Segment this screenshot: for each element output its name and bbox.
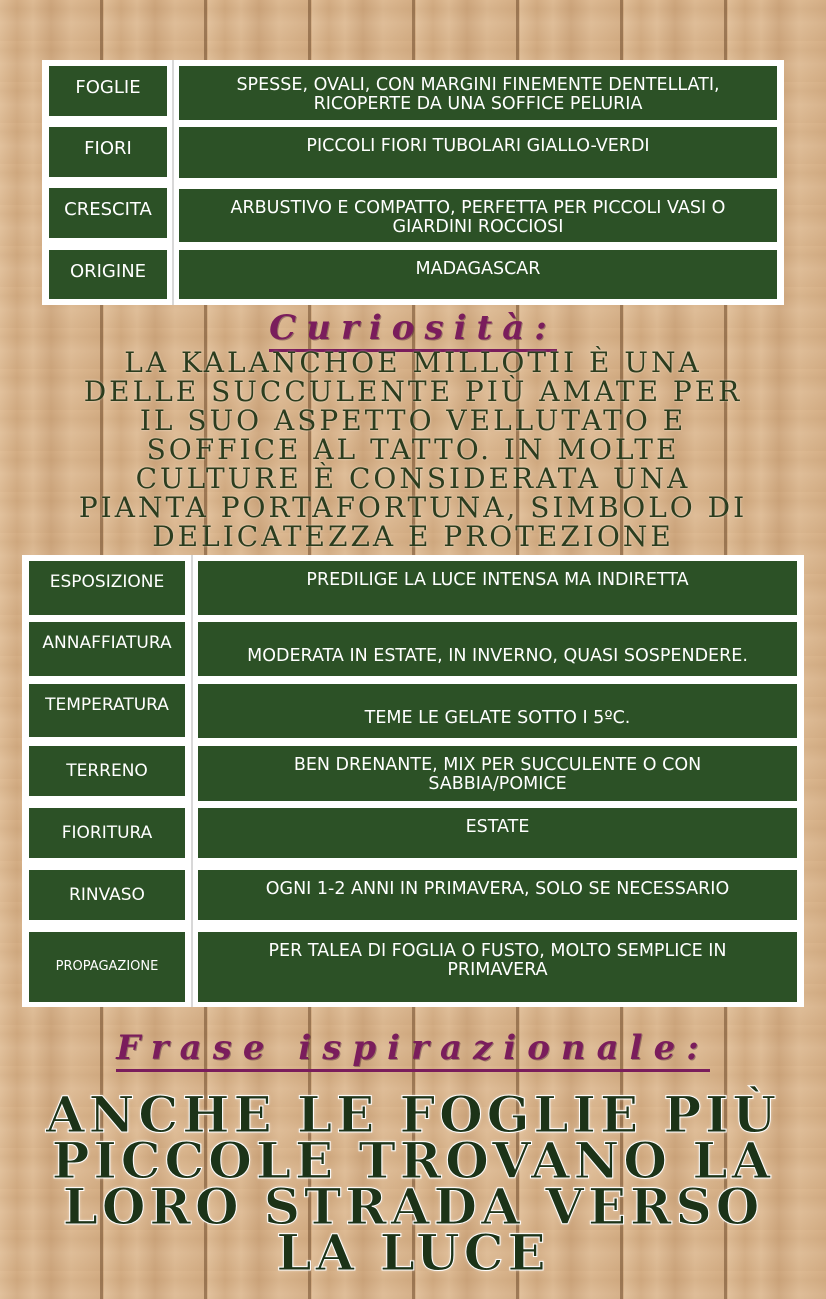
plant-info-table xyxy=(42,60,784,305)
label-fiori: FIORI xyxy=(49,127,167,177)
label-origine: ORIGINE xyxy=(49,250,167,299)
curiosita-heading-text: Curiosità: xyxy=(269,308,557,352)
label-temperatura: TEMPERATURA xyxy=(29,684,185,737)
label-annaffiatura: ANNAFFIATURA xyxy=(29,622,185,676)
value-esposizione: PREDILIGE LA LUCE INTENSA MA INDIRETTA xyxy=(198,561,797,615)
value-temperatura: TEME LE GELATE SOTTO I 5ºC. xyxy=(198,684,797,738)
value-rinvaso: OGNI 1-2 ANNI IN PRIMAVERA, SOLO SE NECESSARIO xyxy=(198,870,797,920)
label-crescita: CRESCITA xyxy=(49,188,167,238)
label-propagazione: PROPAGAZIONE xyxy=(29,932,185,1002)
label-fioritura: FIORITURA xyxy=(29,808,185,858)
curiosita-text: LA KALANCHOE MILLOTII È UNA DELLE SUCCULENTE PIÙ AMATE PER IL SUO ASPETTO VELLUTATO E SOFFICE AL TATTO. IN MOLTE CULTURE È CONSIDERATA UNA PIANTA PORTAFORTUNA, SIMBOLO DI DELICATEZZA E PROTEZIONE xyxy=(78,346,748,553)
inspiration-heading xyxy=(0,1028,826,1068)
value-foglie: SPESSE, OVALI, CON MARGINI FINEMENTE DENTELLATI, RICOPERTE DA UNA SOFFICE PELURIA xyxy=(179,66,777,120)
curiosita-heading xyxy=(0,308,826,348)
label-rinvaso: RINVASO xyxy=(29,870,185,920)
label-esposizione: ESPOSIZIONE xyxy=(29,561,185,615)
value-annaffiatura: MODERATA IN ESTATE, IN INVERNO, QUASI SOSPENDERE. xyxy=(198,622,797,676)
table-divider xyxy=(172,60,174,305)
value-terreno: BEN DRENANTE, MIX PER SUCCULENTE O CON SABBIA/POMICE xyxy=(198,746,797,801)
table-divider xyxy=(191,555,193,1007)
inspirational-quote: ANCHE LE FOGLIE PIÙ PICCOLE TROVANO LA LORO STRADA VERSO LA LUCE xyxy=(45,1085,781,1282)
label-foglie: FOGLIE xyxy=(49,66,167,116)
care-table xyxy=(22,555,804,1007)
label-terreno: TERRENO xyxy=(29,746,185,796)
value-fiori: PICCOLI FIORI TUBOLARI GIALLO-VERDI xyxy=(179,127,777,178)
value-origine: MADAGASCAR xyxy=(179,250,777,299)
value-crescita: ARBUSTIVO E COMPATTO, PERFETTA PER PICCOLI VASI O GIARDINI ROCCIOSI xyxy=(179,189,777,242)
value-propagazione: PER TALEA DI FOGLIA O FUSTO, MOLTO SEMPLICE IN PRIMAVERA xyxy=(198,932,797,1002)
inspiration-heading-text: Frase ispirazionale: xyxy=(116,1028,710,1072)
value-fioritura: ESTATE xyxy=(198,808,797,858)
